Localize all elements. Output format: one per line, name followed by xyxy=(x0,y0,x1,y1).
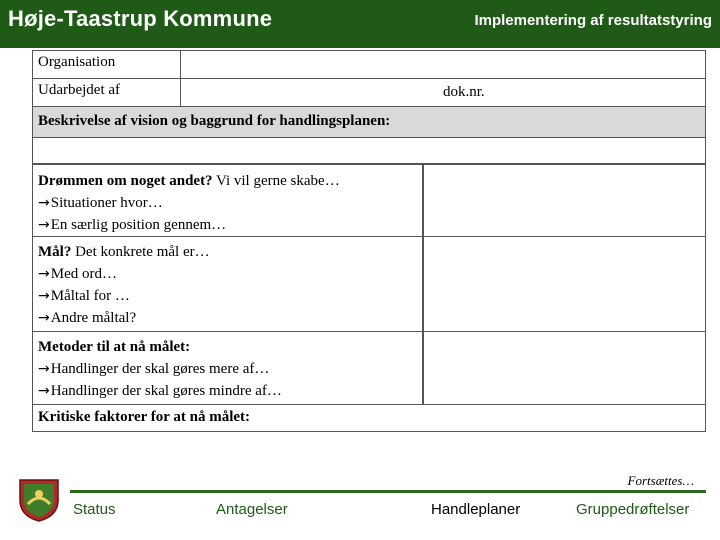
dream-side[interactable] xyxy=(422,164,706,237)
arrow-right-icon: → xyxy=(38,217,50,233)
goal-line: →Måltal for … xyxy=(38,288,130,304)
methods-side[interactable] xyxy=(422,331,706,405)
goal-heading: Mål? xyxy=(38,244,72,260)
critical-block[interactable] xyxy=(32,404,706,432)
nav-status[interactable]: Status xyxy=(73,501,116,518)
goal-block[interactable] xyxy=(32,236,424,332)
arrow-right-icon: → xyxy=(38,195,50,211)
organisation-label: Organisation xyxy=(32,50,182,79)
goal-side[interactable] xyxy=(422,236,706,332)
nav-assumptions[interactable]: Antagelser xyxy=(216,501,288,518)
arrow-right-icon: → xyxy=(38,383,50,399)
dream-line: →En særlig position gennem… xyxy=(38,217,227,233)
methods-line: →Handlinger der skal gøres mere af… xyxy=(38,361,270,377)
doc-number-label: dok.nr. xyxy=(443,84,485,100)
nav-action-plans[interactable]: Handleplaner xyxy=(431,501,521,518)
continued-note: Fortsættes… xyxy=(627,473,694,488)
goal-line: →Med ord… xyxy=(38,266,117,282)
footer-divider xyxy=(70,490,706,493)
methods-line: →Handlinger der skal gøres mindre af… xyxy=(38,383,282,399)
author-label: Udarbejdet af xyxy=(32,78,182,107)
arrow-right-icon: → xyxy=(38,288,50,304)
author-row xyxy=(32,78,706,107)
organisation-field[interactable] xyxy=(180,50,706,79)
goal-line: →Andre måltal? xyxy=(38,310,137,326)
arrow-right-icon: → xyxy=(38,266,50,282)
nav-group-discussions[interactable]: Gruppedrøftelser xyxy=(576,501,690,518)
brand-name: Høje-Taastrup Kommune xyxy=(8,6,273,31)
blank-row[interactable] xyxy=(32,137,706,164)
document-title: Implementering af resultatstyring xyxy=(474,12,712,29)
goal-heading-rest: Det konkrete mål er… xyxy=(71,244,210,260)
municipal-crest-icon xyxy=(16,474,62,522)
dream-line: →Situationer hvor… xyxy=(38,195,163,211)
section-header xyxy=(32,106,706,138)
critical-heading: Kritiske faktorer for at nå målet: xyxy=(38,409,251,425)
arrow-right-icon: → xyxy=(38,361,50,377)
organisation-row xyxy=(32,50,706,79)
section-header-text: Beskrivelse af vision og baggrund for handlingsplanen: xyxy=(38,113,391,129)
methods-block[interactable] xyxy=(32,331,424,405)
dream-heading-rest: Vi vil gerne skabe… xyxy=(212,173,340,189)
dream-block[interactable] xyxy=(32,164,424,237)
dream-heading: Drømmen om noget andet? xyxy=(38,173,213,189)
arrow-right-icon: → xyxy=(38,310,50,326)
header-bar xyxy=(0,0,720,48)
methods-heading: Metoder til at nå målet: xyxy=(38,339,191,355)
